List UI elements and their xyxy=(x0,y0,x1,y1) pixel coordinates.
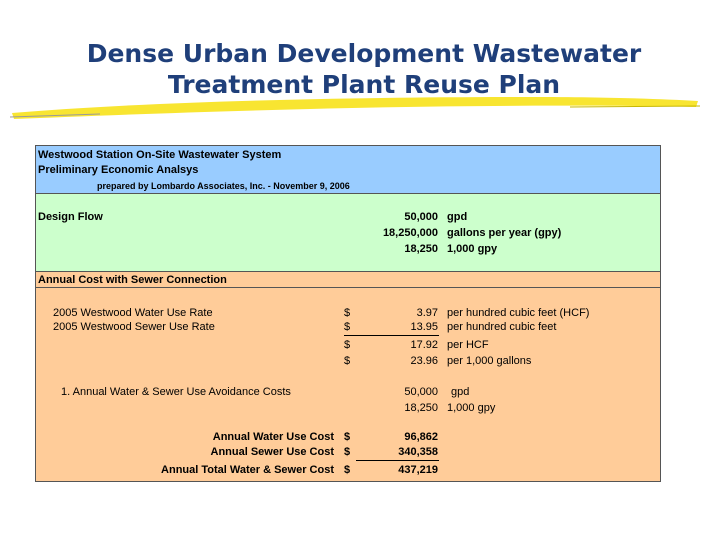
header-line-2: Preliminary Economic Analsys xyxy=(38,164,199,176)
annual-cost-label: Annual Cost with Sewer Connection xyxy=(38,274,227,286)
avoidance-unit-gpy: 1,000 gpy xyxy=(447,402,496,414)
rate-label: 2005 Westwood Sewer Use Rate xyxy=(53,321,215,333)
yellow-highlighter-stroke xyxy=(10,93,700,121)
header-section xyxy=(36,146,660,194)
rate-value: 17.92 xyxy=(410,339,438,351)
rate-currency: $ xyxy=(344,307,351,319)
grand-total-value: 437,219 xyxy=(398,464,438,476)
rate-currency: $ xyxy=(344,321,351,333)
header-line-1: Westwood Station On-Site Wastewater System xyxy=(38,149,282,161)
rate-currency: $ xyxy=(344,339,351,351)
design-flow-unit: gallons per year (gpy) xyxy=(447,227,562,239)
rate-currency: $ xyxy=(344,355,351,367)
total-value: 340,358 xyxy=(398,446,438,458)
total-value: 96,862 xyxy=(404,431,438,443)
slide-title-line-2: Treatment Plant Reuse Plan xyxy=(167,70,561,99)
design-flow-value: 50,000 xyxy=(404,211,438,223)
header-line-3: prepared by Lombardo Associates, Inc. - November 9, 2006 xyxy=(97,181,350,191)
sum-underline xyxy=(344,335,439,336)
rate-unit: per HCF xyxy=(447,339,489,351)
avoidance-unit-gpd: gpd xyxy=(451,386,470,398)
design-flow-label: Design Flow xyxy=(38,211,103,223)
grand-total-currency: $ xyxy=(344,464,351,476)
total-label: Annual Water Use Cost xyxy=(212,431,334,443)
rate-unit: per hundred cubic feet (HCF) xyxy=(447,307,590,319)
total-currency: $ xyxy=(344,431,351,443)
total-underline xyxy=(356,460,439,461)
avoidance-label: 1. Annual Water & Sewer Use Avoidance Costs xyxy=(61,386,291,398)
rate-unit: per hundred cubic feet xyxy=(447,321,557,333)
economic-analysis-table xyxy=(35,145,661,482)
rate-label: 2005 Westwood Water Use Rate xyxy=(53,307,213,319)
grand-total-label: Annual Total Water & Sewer Cost xyxy=(161,464,334,476)
design-flow-unit: 1,000 gpy xyxy=(447,243,498,255)
design-flow-value: 18,250 xyxy=(404,243,438,255)
slide-title xyxy=(0,38,728,100)
avoidance-value-gpy: 18,250 xyxy=(404,402,438,414)
total-currency: $ xyxy=(344,446,351,458)
total-label: Annual Sewer Use Cost xyxy=(210,446,334,458)
avoidance-value-gpd: 50,000 xyxy=(404,386,438,398)
rate-value: 23.96 xyxy=(410,355,438,367)
rate-value: 13.95 xyxy=(410,321,438,333)
rate-unit: per 1,000 gallons xyxy=(447,355,532,367)
design-flow-unit: gpd xyxy=(447,211,468,223)
design-flow-value: 18,250,000 xyxy=(382,227,438,239)
rate-value: 3.97 xyxy=(416,307,438,319)
design-flow-section xyxy=(36,194,660,272)
annual-cost-section xyxy=(36,288,660,481)
annual-cost-header xyxy=(36,272,660,288)
slide-title-line-1: Dense Urban Development Wastewater xyxy=(86,39,642,68)
